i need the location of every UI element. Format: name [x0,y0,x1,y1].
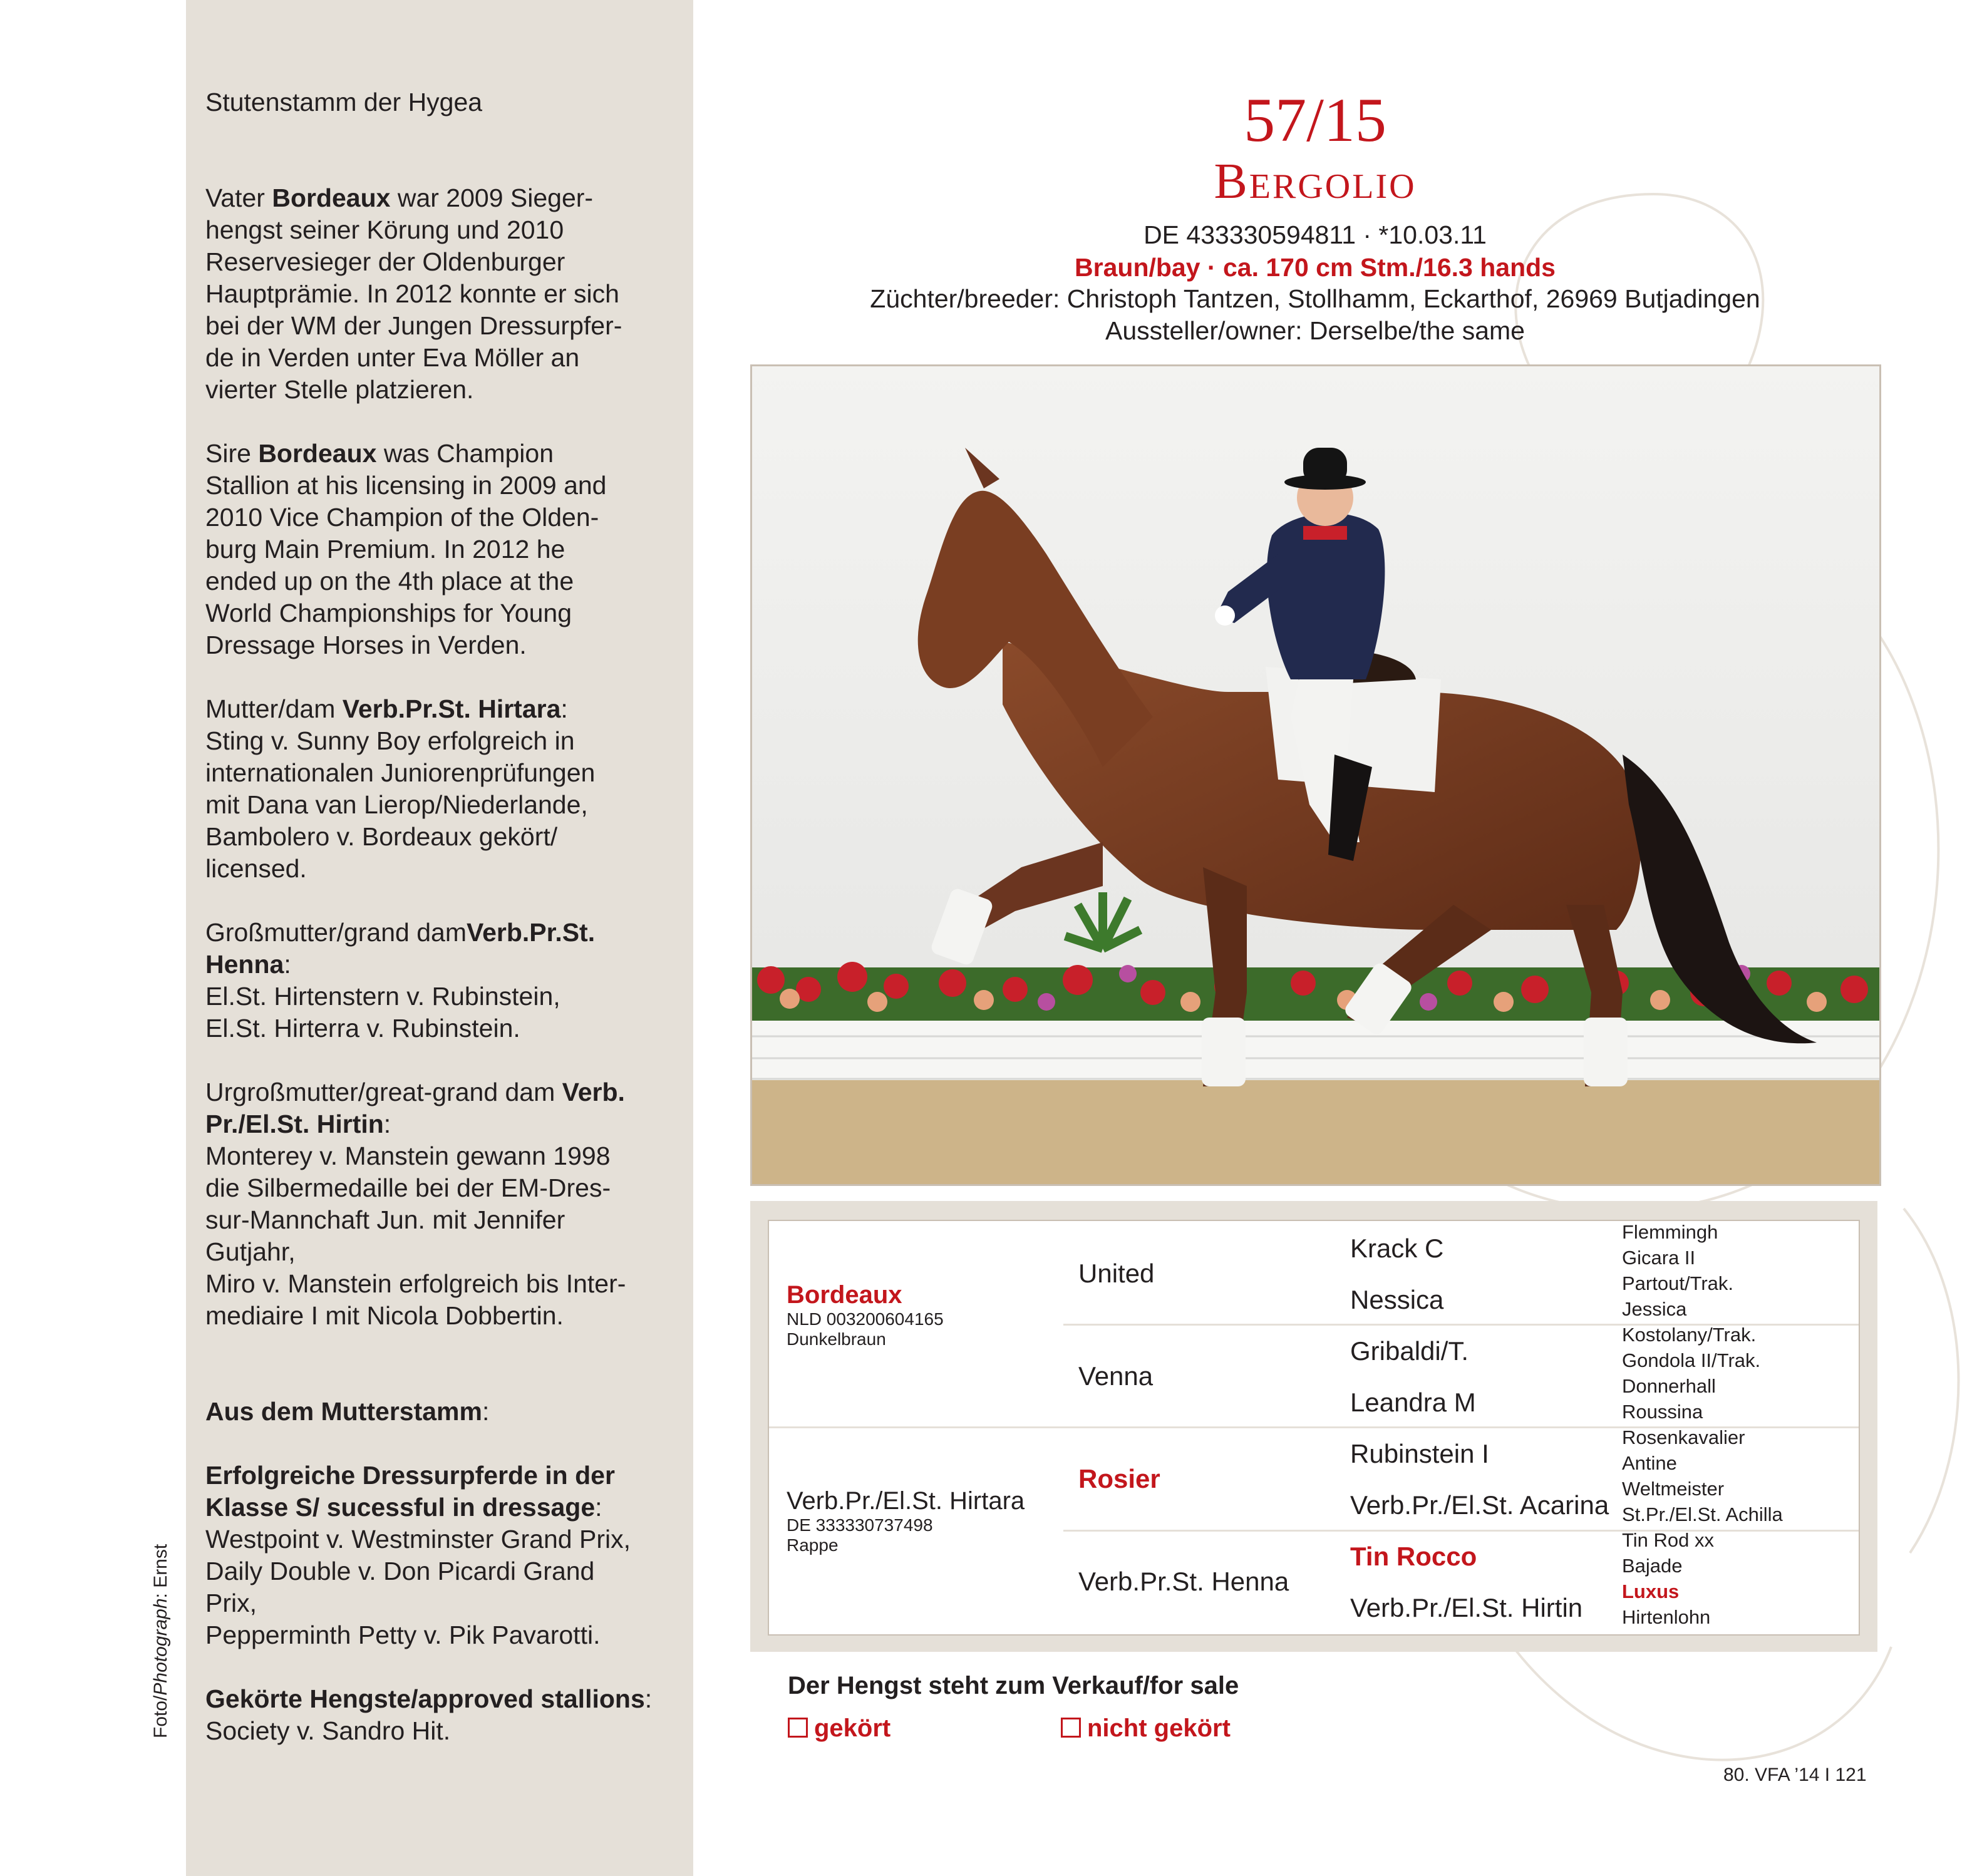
gen3-rubinstein: Rubinstein I [1350,1439,1489,1468]
gen4-item: Weltmeister [1622,1478,1725,1500]
horse-id-line: DE 433330594811 · *10.03.11 [1143,220,1487,249]
gen4-item: Flemmingh [1622,1221,1718,1243]
sire-id: NLD 003200604165 [787,1309,944,1329]
breeder-line: Züchter/breeder: Christoph Tantzen, Stollhamm, Eckarthof, 26969 Butjadingen [870,284,1760,313]
gen3-nessica: Nessica [1350,1285,1444,1314]
gen3-acarina: Verb.Pr./El.St. Acarina [1350,1490,1609,1520]
gen3-tin-rocco: Tin Rocco [1350,1542,1477,1571]
gen2-united: United [1078,1259,1155,1288]
dam-block [787,1487,1025,1555]
option-nicht-gekoert[interactable]: nicht gekört [1061,1714,1231,1743]
gen4-item: St.Pr./El.St. Achilla [1622,1503,1783,1525]
pedigree-divider-dam [1063,1530,1859,1532]
gen2-henna: Verb.Pr.St. Henna [1078,1567,1289,1596]
horse-color-line: Braun/bay · ca. 170 cm Stm./16.3 hands [1075,253,1556,282]
mutterstamm-heading: Aus dem Mutterstamm: [205,1397,490,1426]
pedigree-table [768,1220,1860,1636]
gen4-item: Gondola II/Trak. [1622,1349,1761,1371]
gen4-item: Roussina [1622,1401,1703,1423]
gen4-item: Rosenkavalier [1622,1426,1745,1448]
photo-credit: Foto/Photograph: Ernst [150,1544,171,1738]
gen4-item: Tin Rod xx [1622,1529,1715,1551]
grossmutter-paragraph: Großmutter/grand damVerb.Pr.St. Henna: El.St. Hirtenstern v. Rubinstein, El.St. Hirterra v. Rubinstein. [205,918,596,1043]
dam-color: Rappe [787,1535,839,1555]
gen4-item: Bajade [1622,1555,1683,1577]
vater-paragraph: Vater Bordeaux war 2009 Sieger- hengst seiner Körung und 2010 Reservesieger der Oldenburger Hauptprämie. In 2012 konnte er sich bei der WM der Jungen Dressurpfer- de in Verden unter Eva Möller an vierter Stelle platzieren. [205,183,622,404]
gen4-item: Donnerhall [1622,1375,1716,1397]
mutter-paragraph: Mutter/dam Verb.Pr.St. Hirtara: Sting v. Sunny Boy erfolgreich in internationalen Juniorenprüfungen mit Dana van Lierop/Niederlande, Bambolero v. Bordeaux gekört/ licensed. [205,694,596,883]
option-gekoert[interactable]: gekört [788,1714,890,1743]
gen2-rosier: Rosier [1078,1464,1160,1493]
checkbox-icon[interactable] [788,1718,808,1738]
owner-line: Aussteller/owner: Derselbe/the same [1105,316,1525,345]
dressage-paragraph: Erfolgreiche Dressurpferde in der Klasse S/ sucessful in dressage: Westpoint v. Westminster Grand Prix, Daily Double v. Don Picardi Grand Prix, Pepperminth Petty v. Pik Pavarotti. [205,1461,631,1649]
sidebar-text [205,86,681,1747]
sire-name: Bordeaux [787,1281,902,1309]
gen4-item: Antine [1622,1452,1677,1474]
pedigree-panel [750,1201,1877,1652]
gen4-item: Partout/Trak. [1622,1272,1734,1294]
dam-name: Verb.Pr./El.St. Hirtara [787,1487,1025,1515]
dam-id: DE 333330737498 [787,1515,933,1535]
horse-name: Bergolio [1214,154,1417,209]
gen3-leandra-m: Leandra M [1350,1388,1476,1417]
sire-color: Dunkelbraun [787,1329,886,1349]
stamm-line: Stutenstamm der Hygea [205,88,483,116]
lot-number: 57/15 [1244,85,1386,155]
gen3-gribaldi: Gribaldi/T. [1350,1336,1469,1366]
gen2-venna: Venna [1078,1361,1154,1391]
gen3-krack-c: Krack C [1350,1234,1444,1263]
gen4-item: Gicara II [1622,1247,1696,1269]
page-folio: 80. VFA ’14 I 121 [1723,1765,1867,1785]
sire-block [787,1281,944,1349]
gen4-item: Hirtenlohn [1622,1606,1711,1628]
gen4-item: Luxus [1622,1580,1680,1602]
gen4-item: Jessica [1622,1298,1687,1320]
gen3-hirtin: Verb.Pr./El.St. Hirtin [1350,1593,1583,1622]
checkbox-icon[interactable] [1061,1718,1081,1738]
stallions-paragraph: Gekörte Hengste/approved stallions: Society v. Sandro Hit. [205,1684,653,1745]
gen4-item: Kostolany/Trak. [1622,1324,1757,1346]
urgrossmutter-paragraph: Urgroßmutter/great-grand dam Verb. Pr./El.St. Hirtin: Monterey v. Manstein gewann 1998 die Silbermedaille bei der EM-Dres- sur-Mannchaft Jun. mit Jennifer Gutjahr, Miro v. Manstein erfolgreich bis Inter- mediaire I mit Nicola Dobbertin. [205,1078,626,1330]
horse-photo [750,364,1881,1186]
sale-heading: Der Hengst steht zum Verkauf/for sale [788,1672,1239,1699]
sire-paragraph: Sire Bordeaux was Champion Stallion at his licensing in 2009 and 2010 Vice Champion of the Olden- burg Main Premium. In 2012 he ended up on the 4th place at the World Championships for Young Dressage Horses in Verden. [205,439,607,659]
